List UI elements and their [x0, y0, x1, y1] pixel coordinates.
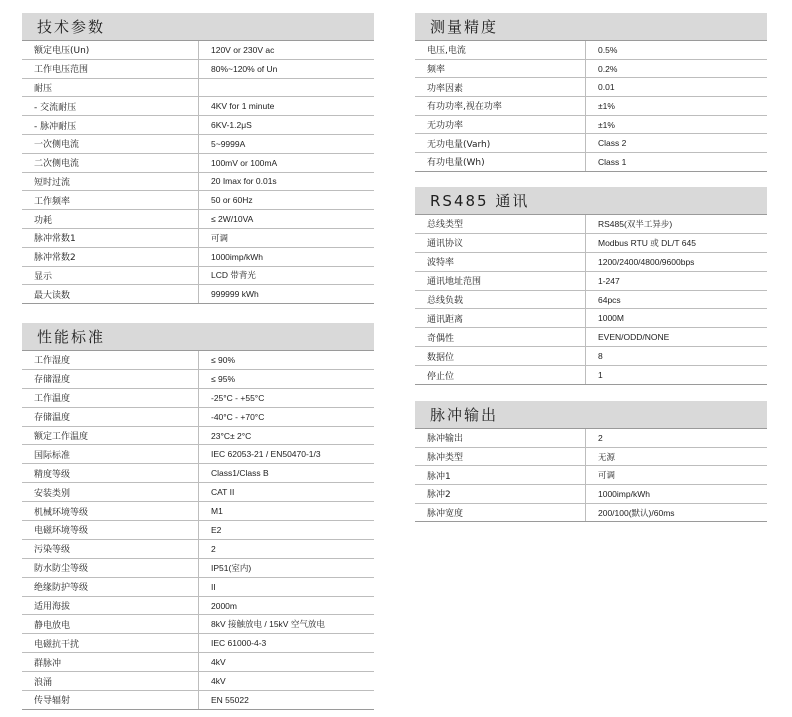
tech-params-title: 技术参数 — [22, 13, 374, 40]
row-value: 1 — [585, 366, 767, 384]
row-value: Class1/Class B — [198, 464, 374, 482]
row-label: 显示 — [34, 271, 53, 282]
row-label: 波特率 — [427, 258, 455, 269]
row-label: 额定电压(Un) — [34, 46, 90, 57]
row-label: 耐压 — [34, 83, 53, 94]
row-label: 污染等级 — [34, 545, 71, 556]
row-label: 总线负载 — [427, 296, 464, 306]
table-row — [22, 463, 374, 482]
row-label: 奇偶性 — [427, 333, 455, 344]
table-row — [415, 59, 767, 78]
accuracy-title: 测量精度 — [415, 13, 767, 40]
row-value: Modbus RTU 或 DL/T 645 — [585, 234, 767, 252]
table-row — [22, 172, 374, 191]
row-value: 120V or 230V ac — [198, 41, 374, 59]
pulse-output-title: 脉冲输出 — [415, 401, 767, 428]
table-row — [22, 652, 374, 671]
row-label: 机械环境等级 — [34, 507, 89, 518]
row-value: IP51(室内) — [198, 559, 374, 577]
table-row — [415, 96, 767, 115]
table-row — [22, 633, 374, 652]
row-value: 1000imp/kWh — [198, 248, 374, 266]
row-label: 精度等级 — [34, 469, 71, 480]
table-row — [415, 465, 767, 484]
row-label: 静电放电 — [34, 620, 71, 631]
row-value: Class 1 — [585, 153, 767, 171]
row-value: 4kV — [198, 672, 374, 690]
row-label: 工作湿度 — [34, 356, 71, 367]
row-value: 50 or 60Hz — [198, 191, 374, 209]
table-row — [22, 482, 374, 501]
row-label: 脉冲2 — [427, 490, 451, 501]
table-row — [22, 520, 374, 539]
row-label: - 交流耐压 — [34, 102, 77, 113]
table-row — [22, 369, 374, 388]
row-label: 脉冲类型 — [427, 453, 464, 464]
table-row — [415, 290, 767, 309]
table-row — [22, 96, 374, 115]
table-row — [22, 350, 374, 369]
performance-rows — [22, 350, 374, 710]
row-value: 无源 — [585, 448, 767, 466]
row-value: LCD 带背光 — [198, 267, 374, 285]
row-label: 无功电量(Varh) — [427, 139, 491, 150]
row-label: 绝缘防护等级 — [34, 583, 89, 594]
table-row — [415, 152, 767, 171]
row-value: 2000m — [198, 597, 374, 615]
row-label: 脉冲1 — [427, 471, 451, 482]
row-label: 短时过流 — [34, 177, 71, 188]
row-label: 脉冲常数1 — [34, 234, 76, 245]
row-value: RS485(双半工异步) — [585, 215, 767, 233]
row-value: II — [198, 578, 374, 596]
table-row — [415, 503, 767, 522]
table-row — [415, 271, 767, 290]
row-value: 23°C± 2°C — [198, 427, 374, 445]
table-row — [415, 428, 767, 447]
table-row — [22, 614, 374, 633]
row-label: 最大读数 — [34, 290, 71, 301]
row-label: 功耗 — [34, 215, 53, 226]
row-value: 0.01 — [585, 78, 767, 96]
row-value: 可调 — [198, 229, 374, 247]
row-value: Class 2 — [585, 134, 767, 152]
row-value: 1000M — [585, 309, 767, 327]
table-row — [22, 59, 374, 78]
table-row — [22, 690, 374, 709]
row-label: 存储温度 — [34, 413, 71, 424]
table-row — [22, 284, 374, 303]
row-value: 4kV — [198, 653, 374, 671]
row-label: 通讯距离 — [427, 314, 464, 325]
table-row — [22, 266, 374, 285]
row-label: 有功功率,视在功率 — [427, 102, 502, 113]
row-value: ±1% — [585, 97, 767, 115]
table-row — [415, 365, 767, 384]
row-value: 2 — [198, 540, 374, 558]
table-row — [415, 115, 767, 134]
row-value: -25°C - +55°C — [198, 389, 374, 407]
row-value: 8kV 接触放电 / 15kV 空气放电 — [198, 615, 374, 633]
row-label: 群脉冲 — [34, 658, 62, 669]
table-row — [22, 596, 374, 615]
row-label: 数据位 — [427, 352, 455, 363]
pulse-output-table — [415, 401, 767, 522]
table-row — [22, 247, 374, 266]
table-row — [22, 78, 374, 97]
table-row — [415, 484, 767, 503]
row-label: 二次侧电流 — [34, 159, 80, 170]
table-row — [22, 209, 374, 228]
row-label: 适用海拔 — [34, 602, 71, 613]
table-row — [22, 40, 374, 59]
row-label: 一次侧电流 — [34, 140, 80, 151]
rs485-table — [415, 187, 767, 385]
row-value: ≤ 90% — [198, 351, 374, 369]
row-label: 通讯地址范围 — [427, 277, 482, 288]
table-row — [22, 134, 374, 153]
table-row — [22, 426, 374, 445]
row-value: 5~9999A — [198, 135, 374, 153]
table-row — [415, 77, 767, 96]
row-label: 频率 — [427, 65, 446, 76]
rs485-title: RS485 通讯 — [415, 187, 767, 214]
row-label: 功率因素 — [427, 83, 464, 94]
table-row — [22, 407, 374, 426]
row-value: 8 — [585, 347, 767, 365]
row-value: 20 Imax for 0.01s — [198, 173, 374, 191]
table-row — [22, 539, 374, 558]
row-value: EVEN/ODD/NONE — [585, 328, 767, 346]
table-row — [415, 133, 767, 152]
row-value: 0.2% — [585, 60, 767, 78]
row-value: 4KV for 1 minute — [198, 97, 374, 115]
row-label: 无功功率 — [427, 121, 464, 132]
row-label: 有功电量(Wh) — [427, 158, 485, 169]
table-row — [22, 190, 374, 209]
row-value: 0.5% — [585, 41, 767, 59]
row-value: -40°C - +70°C — [198, 408, 374, 426]
table-row — [22, 388, 374, 407]
row-label: 工作频率 — [34, 196, 71, 207]
table-row — [415, 346, 767, 365]
row-label: 安装类别 — [34, 488, 71, 499]
table-row — [22, 115, 374, 134]
row-label: 工作温度 — [34, 394, 71, 405]
table-row — [415, 214, 767, 233]
table-row — [22, 444, 374, 463]
row-value: 1000imp/kWh — [585, 485, 767, 503]
rs485-rows — [415, 214, 767, 385]
row-value: 200/100(默认)/60ms — [585, 504, 767, 522]
pulse-output-rows — [415, 428, 767, 522]
row-value: 1200/2400/4800/9600bps — [585, 253, 767, 271]
table-row — [415, 308, 767, 327]
table-row — [22, 153, 374, 172]
table-row — [22, 501, 374, 520]
table-row — [22, 577, 374, 596]
performance-table — [22, 323, 374, 710]
row-label: 脉冲常数2 — [34, 253, 76, 264]
tech-params-rows — [22, 40, 374, 304]
row-value: M1 — [198, 502, 374, 520]
row-value: ≤ 95% — [198, 370, 374, 388]
accuracy-table — [415, 13, 767, 172]
row-value: 999999 kWh — [198, 285, 374, 303]
row-label: 电压,电流 — [427, 46, 466, 57]
row-value: E2 — [198, 521, 374, 539]
table-row — [415, 447, 767, 466]
table-row — [415, 327, 767, 346]
row-label: 传导辐射 — [34, 696, 71, 707]
row-value: ±1% — [585, 116, 767, 134]
row-label: - 脉冲耐压 — [34, 121, 77, 132]
row-label: 浪涌 — [34, 677, 53, 688]
table-row — [22, 228, 374, 247]
row-value: CAT II — [198, 483, 374, 501]
row-value: IEC 61000-4-3 — [198, 634, 374, 652]
row-label: 存储湿度 — [34, 375, 71, 386]
row-value: 64pcs — [585, 291, 767, 309]
row-value: IEC 62053-21 / EN50470-1/3 — [198, 445, 374, 463]
row-label: 防水防尘等级 — [34, 564, 89, 575]
row-label: 电磁抗干扰 — [34, 639, 80, 650]
row-value: 100mV or 100mA — [198, 154, 374, 172]
row-label: 脉冲宽度 — [427, 509, 464, 520]
row-value: 可调 — [585, 466, 767, 484]
row-value: 6KV-1.2μS — [198, 116, 374, 134]
row-label: 额定工作温度 — [34, 432, 89, 442]
row-value: ≤ 2W/10VA — [198, 210, 374, 228]
performance-title: 性能标准 — [22, 323, 374, 350]
row-value: 2 — [585, 429, 767, 447]
table-row — [22, 558, 374, 577]
table-row — [415, 233, 767, 252]
row-value: 1-247 — [585, 272, 767, 290]
row-value — [198, 79, 374, 97]
row-label: 电磁环境等级 — [34, 526, 89, 537]
row-value: 80%~120% of Un — [198, 60, 374, 78]
tech-params-table — [22, 13, 374, 304]
row-label: 停止位 — [427, 371, 455, 382]
row-label: 脉冲输出 — [427, 434, 464, 445]
row-value: EN 55022 — [198, 691, 374, 709]
table-row — [415, 40, 767, 59]
accuracy-rows — [415, 40, 767, 172]
row-label: 总线类型 — [427, 220, 464, 231]
row-label: 工作电压范围 — [34, 65, 89, 76]
table-row — [415, 252, 767, 271]
row-label: 通讯协议 — [427, 239, 464, 250]
table-row — [22, 671, 374, 690]
row-label: 国际标准 — [34, 450, 71, 461]
